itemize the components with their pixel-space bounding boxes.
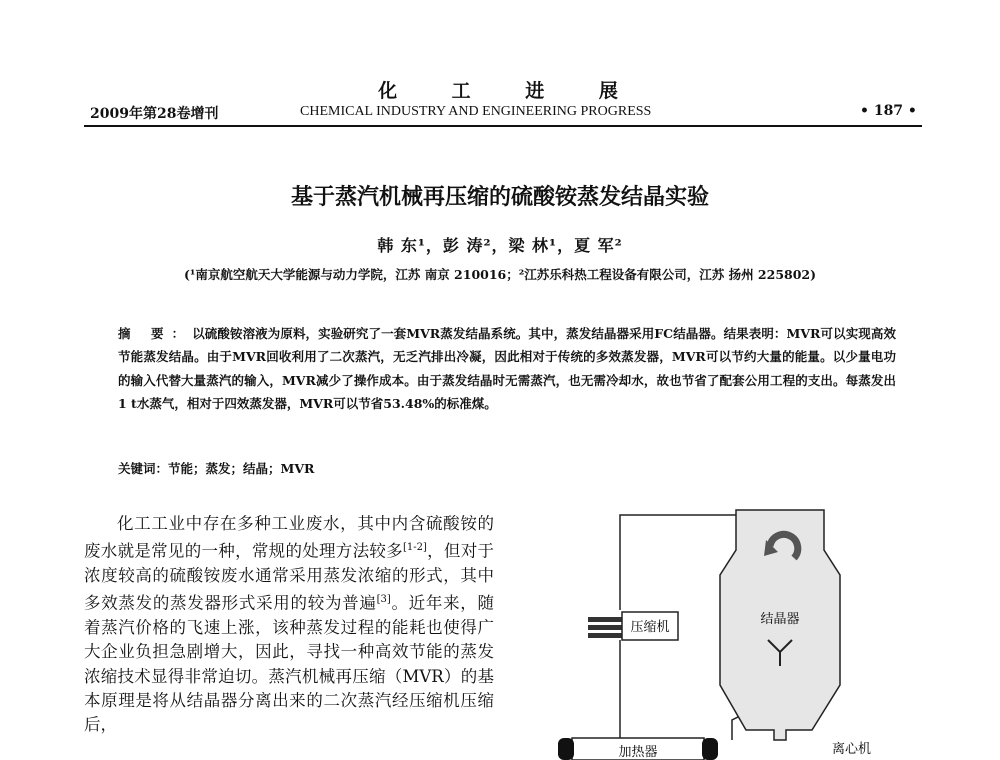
issue-info: 2009年第28卷增刊 (90, 106, 219, 122)
body-text-2: ，但对于浓度较高的硫酸铵废水通常采用蒸发浓缩的形式，其中多效蒸发的蒸发器形式采用的较为普遍 (84, 541, 495, 613)
keywords-text: 节能；蒸发；结晶；MVR (168, 461, 315, 476)
heater (558, 738, 718, 760)
citation-1: [1-2] (402, 542, 427, 554)
abstract-label: 摘 要： (118, 326, 193, 341)
compressor-motor (588, 617, 622, 638)
abstract (118, 322, 896, 415)
authors: 韩 东¹，彭 涛²，梁 林¹，夏 军² (377, 236, 623, 255)
crystallizer-label: 结晶器 (760, 612, 800, 627)
journal-name-cn: 化 工 进 展 (378, 80, 622, 102)
article-title: 基于蒸汽机械再压缩的硫酸铵蒸发结晶实验 (290, 185, 709, 210)
body-text-1: 化工工业中存在多种工业废水，其中内含硫酸铵的废水就是常见的一种，常规的处理方法较多 (84, 514, 494, 561)
heater-label: 加热器 (618, 745, 658, 760)
keywords (118, 459, 314, 477)
keywords-label: 关键词： (118, 461, 169, 476)
abstract-text: 以硫酸铵溶液为原料，实验研究了一套MVR蒸发结晶系统。其中，蒸发结晶器采用FC结晶器。结果表明：MVR可以实现高效节能蒸发结晶。由于MVR回收利用了二次蒸汽，无乏汽排出冷凝，因此相对于传统的多效蒸发器，MVR可以节约大量的能量。以少量电功的输入代替大量蒸汽的输入，MVR减少了操作成本。由于蒸发结晶时无需蒸汽，也无需冷却水，故也节省了配套公用工程的支出。每蒸发出1 t水蒸气，相对于四效蒸发器，MVR可以节省53.48%的标准煤。 (118, 326, 896, 411)
body-text-3: 。近年来，随着蒸汽价格的飞速上涨，该种蒸发过程的能耗也使得广大企业负担急剧增大，因此，寻找一种高效节能的蒸发浓缩技术显得非常迫切。蒸汽机械再压缩（MVR）的基本原理是将从结晶器分离出来的二次蒸汽经压缩机压缩后， (84, 593, 495, 735)
compressor (622, 612, 678, 640)
page-number: • 187 • (860, 103, 917, 119)
header-rule (84, 125, 922, 127)
body-paragraph (84, 512, 494, 738)
citation-2: [3] (376, 594, 391, 606)
journal-name-en: CHEMICAL INDUSTRY AND ENGINEERING PROGRESS (300, 104, 652, 119)
crystallizer (720, 510, 840, 740)
compressor-label: 压缩机 (630, 620, 670, 635)
centrifuge-label: 离心机 (832, 742, 872, 757)
affiliations: (¹南京航空航天大学能源与动力学院，江苏 南京 210016；²江苏乐科热工程设备有限公司，江苏 扬州 225802) (183, 267, 817, 282)
mvr-process-diagram (520, 500, 940, 760)
